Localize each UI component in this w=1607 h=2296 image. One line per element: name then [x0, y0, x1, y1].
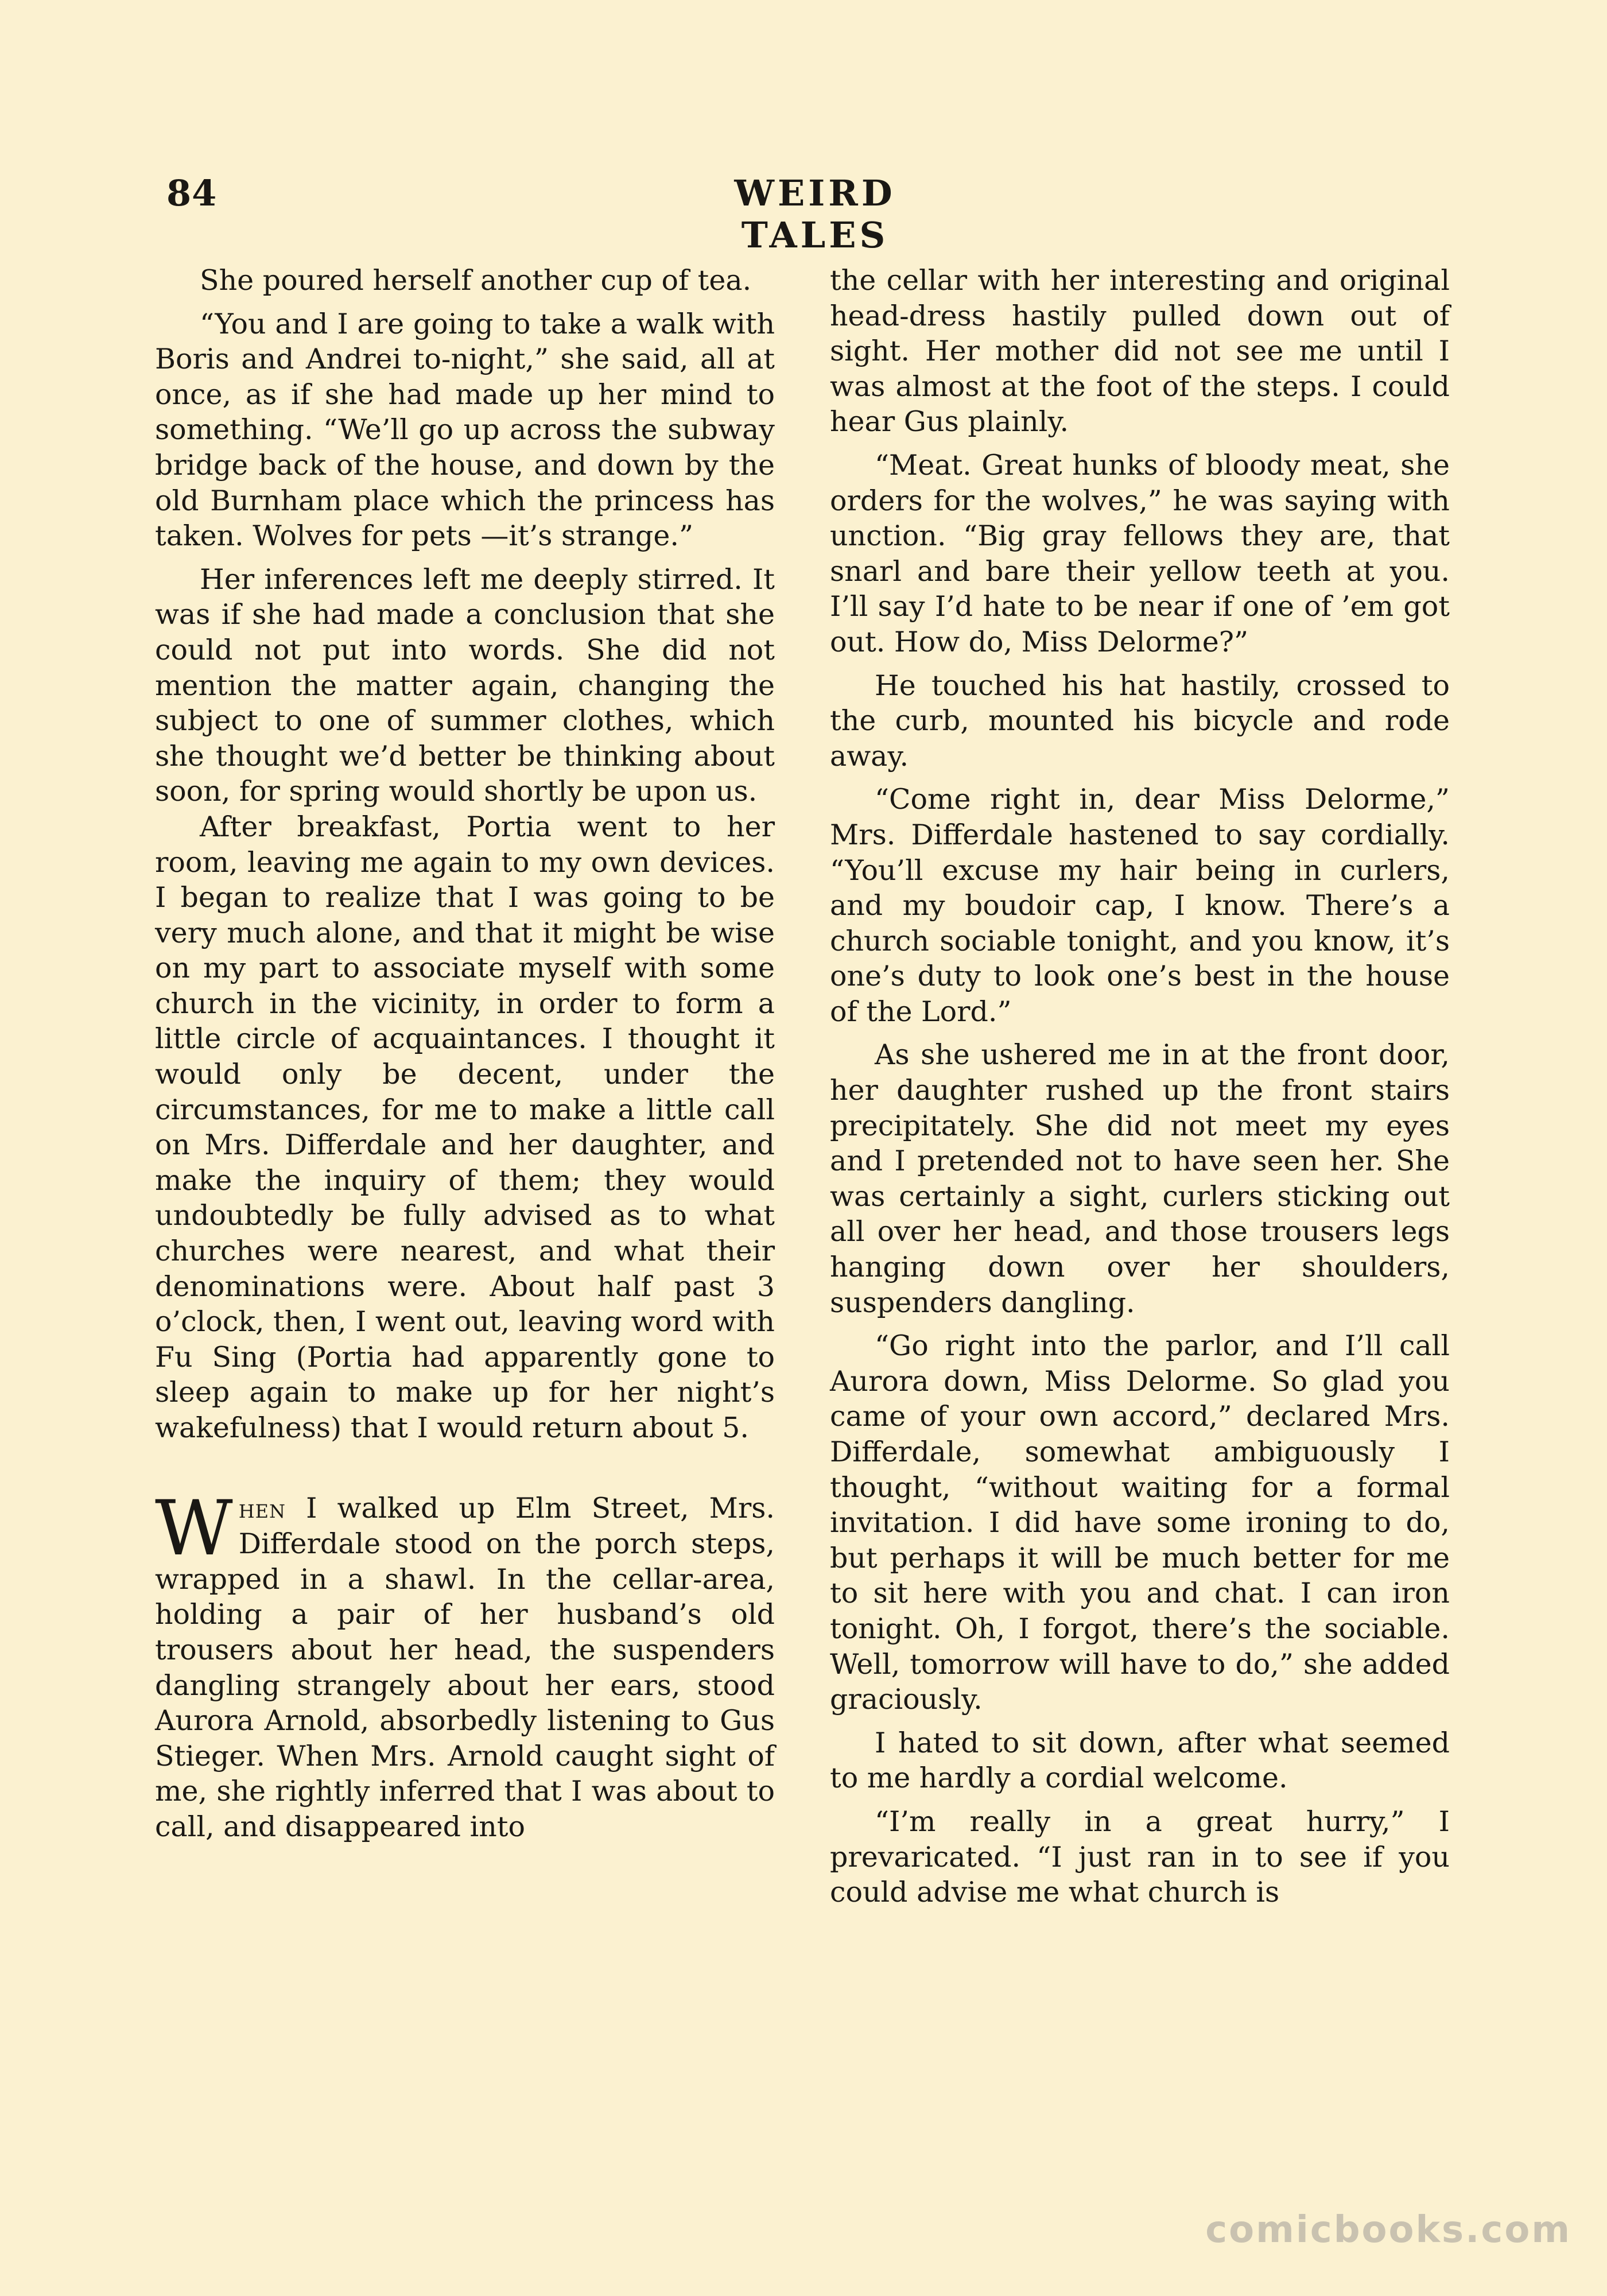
- left-column: [155, 263, 775, 1845]
- watermark: comicbooks.com: [1205, 2209, 1571, 2251]
- drop-cap: W: [155, 1484, 233, 1573]
- paragraph: She poured herself another cup of tea.: [200, 264, 752, 297]
- page-number: 84: [166, 172, 218, 214]
- paragraph: “You and I are going to take a walk with Boris and Andrei to-night,” she said, all at once, as if she had made up her mind to something. “We’ll go up across the subway bridge back of the house, and down by the old Burnham place which the princess has taken. Wolves for pets —it’s strange.”: [155, 307, 775, 553]
- paragraph: He touched his hat hastily, crossed to the curb, mounted his bicycle and rode away.: [830, 669, 1450, 773]
- section-text: I walked up Elm Street, Mrs. Differdale stood on the porch steps, wrapped in a shawl. In the cellar-area, holding a pair of her husband’s old trousers about her head, the suspenders dangling strangely about her ears, stood Aurora Arnold, absorbedly listening to Gus Stieger. When Mrs. Arnold caught sight of me, she rightly inferred that I was about to call, and disappeared into: [155, 1491, 775, 1843]
- paragraph: “Meat. Great hunks of bloody meat, she orders for the wolves,” he was saying with unction. “Big gray fellows they are, that snarl and bare their yellow teeth at you. I’ll say I’d hate to be near if one of ’em got out. How do, Miss Delorme?”: [830, 448, 1450, 658]
- small-caps-lead: hen: [238, 1492, 286, 1524]
- magazine-title: WEIRD TALES: [734, 172, 896, 256]
- paragraph-continued: the cellar with her interesting and original head-dress hastily pulled down out of sight. Her mother did not see me until I was almost at the foot of the steps. I could hear Gus plainly.: [830, 264, 1450, 439]
- section-opening-paragraph: [155, 1484, 775, 1845]
- paragraph: “Come right in, dear Miss Delorme,” Mrs. Differdale hastened to say cordially. “You’ll excuse my hair being in curlers, and my boudoir cap, I know. There’s a church sociable tonight, and you know, it’s one’s duty to look one’s best in the house of the Lord.”: [830, 783, 1450, 1028]
- right-column: [830, 263, 1450, 1910]
- paragraph: As she ushered me in at the front door, her daughter rushed up the front stairs precipitately. She did not meet my eyes and I pretended not to have seen her. She was certainly a sight, curlers sticking out all over her head, and those trousers legs hanging down over her shoulders, suspenders dangling.: [830, 1038, 1450, 1319]
- paragraph: I hated to sit down, after what seemed to me hardly a cordial welcome.: [830, 1726, 1450, 1795]
- paragraph: “Go right into the parlor, and I’ll call Aurora down, Miss Delorme. So glad you came of your own accord,” declared Mrs. Differdale, somewhat ambiguously I thought, “without waiting for a formal invitation. I did have some ironing to do, but perhaps it will be much better for me to sit here with you and chat. I can iron tonight. Oh, I forgot, there’s the sociable. Well, tomorrow will have to do,” she added graciously.: [830, 1329, 1450, 1716]
- running-head: [0, 172, 1607, 256]
- paragraph: Her inferences left me deeply stirred. It was if she had made a conclusion that she could not put into words. She did not mention the matter again, changing the subject to one of summer clothes, which she thought we’d better be thinking about soon, for spring would shortly be upon us.: [155, 563, 775, 808]
- paragraph: “I’m really in a great hurry,” I prevaricated. “I just ran in to see if you could advise me what church is: [830, 1805, 1450, 1909]
- paragraph: After breakfast, Portia went to her room, leaving me again to my own devices. I began to realize that I was going to be very much alone, and that it might be wise on my part to associate myself with some church in the vicinity, in order to form a little circle of acquaintances. I thought it would only be decent, under the circumstances, for me to make a little call on Mrs. Differdale and her daughter, and make the inquiry of them; they would undoubtedly be fully advised as to what churches were nearest, and what their denominations were. About half past 3 o’clock, then, I went out, leaving word with Fu Sing (Portia had apparently gone to sleep again to make up for her night’s wakefulness) that I would return about 5.: [155, 810, 775, 1444]
